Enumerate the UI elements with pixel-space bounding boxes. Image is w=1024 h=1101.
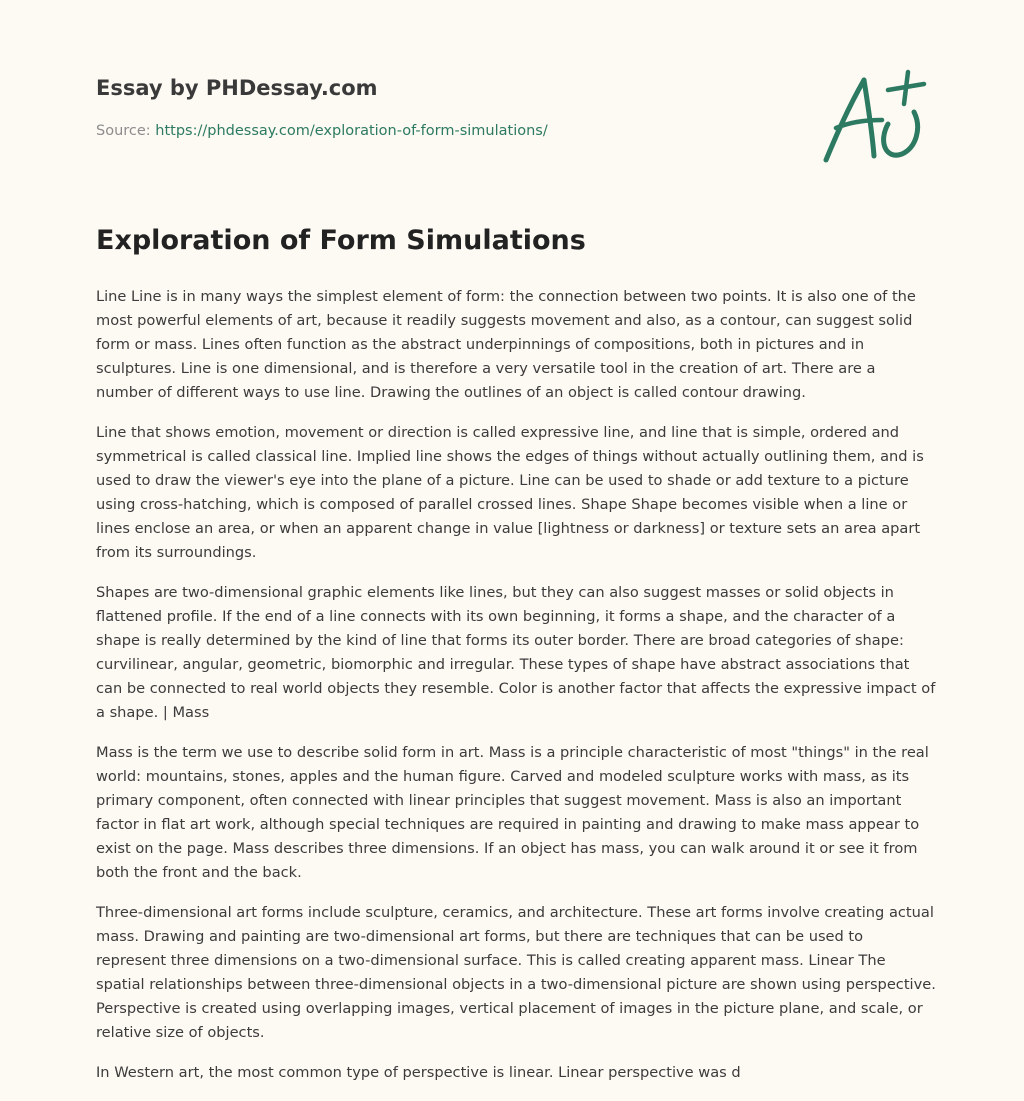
source-line xyxy=(96,123,548,139)
article-title: Exploration of Form Simulations xyxy=(96,225,586,256)
article-paragraph: Line that shows emotion, movement or direction is called expressive line, and line that is simple, ordered and symmetrical is called classical line. Implied line shows the edges of things without actually outlining them, and is used to draw the viewer's eye into the plane of a picture. Line can be used to shade or add texture to a picture using cross-hatching, which is composed of parallel crossed lines. Shape Shape becomes visible when a line or lines enclose an area, or when an apparent change in value [lightness or darkness] or texture sets an area apart from its surroundings. xyxy=(96,424,924,561)
article-paragraph: Line Line is in many ways the simplest element of form: the connection between two points. It is also one of the most powerful elements of art, because it readily suggests movement and also, as a contour, can suggest solid form or mass. Lines often function as the abstract underpinnings of compositions, both in pictures and in sculptures. Line is one dimensional, and is therefore a very versatile tool in the creation of art. There are a number of different ways to use line. Drawing the outlines of an object is called contour drawing. xyxy=(96,288,916,401)
source-link[interactable]: https://phdessay.com/exploration-of-form-simulations/ xyxy=(155,123,548,139)
article-paragraph: Three-dimensional art forms include sculpture, ceramics, and architecture. These art forms involve creating actual mass. Drawing and painting are two-dimensional art forms, but there are techniques that can be used to represent three dimensions on a two-dimensional surface. This is called creating apparent mass. Linear The spatial relationships between three-dimensional objects in a two-dimensional picture are shown using perspective. Perspective is created using overlapping images, vertical placement of images in the picture plane, and scale, or relative size of objects. xyxy=(96,904,936,1041)
a-plus-logo-icon xyxy=(822,66,928,166)
article-body xyxy=(96,285,936,1101)
article-paragraph: Shapes are two-dimensional graphic elements like lines, but they can also suggest masses or solid objects in flattened profile. If the end of a line connects with its own beginning, it forms a shape, and the character of a shape is really determined by the kind of line that forms its outer border. There are broad categories of shape: curvilinear, angular, geometric, biomorphic and irregular. These types of shape have abstract associations that can be connected to real world objects they resemble. Color is another factor that affects the expressive impact of a shape. | Mass xyxy=(96,584,936,721)
source-label: Source: xyxy=(96,123,156,139)
site-brand: Essay by PHDessay.com xyxy=(96,76,378,100)
article-paragraph: Mass is the term we use to describe solid form in art. Mass is a principle characteristic of most "things" in the real world: mountains, stones, apples and the human figure. Carved and modeled sculpture works with mass, as its primary component, often connected with linear principles that suggest movement. Mass is also an important factor in flat art work, although special techniques are required in painting and drawing to make mass appear to exist on the page. Mass describes three dimensions. If an object has mass, you can walk around it or see it from both the front and the back. xyxy=(96,744,929,881)
article-paragraph: In Western art, the most common type of perspective is linear. Linear perspective was d xyxy=(96,1064,741,1081)
